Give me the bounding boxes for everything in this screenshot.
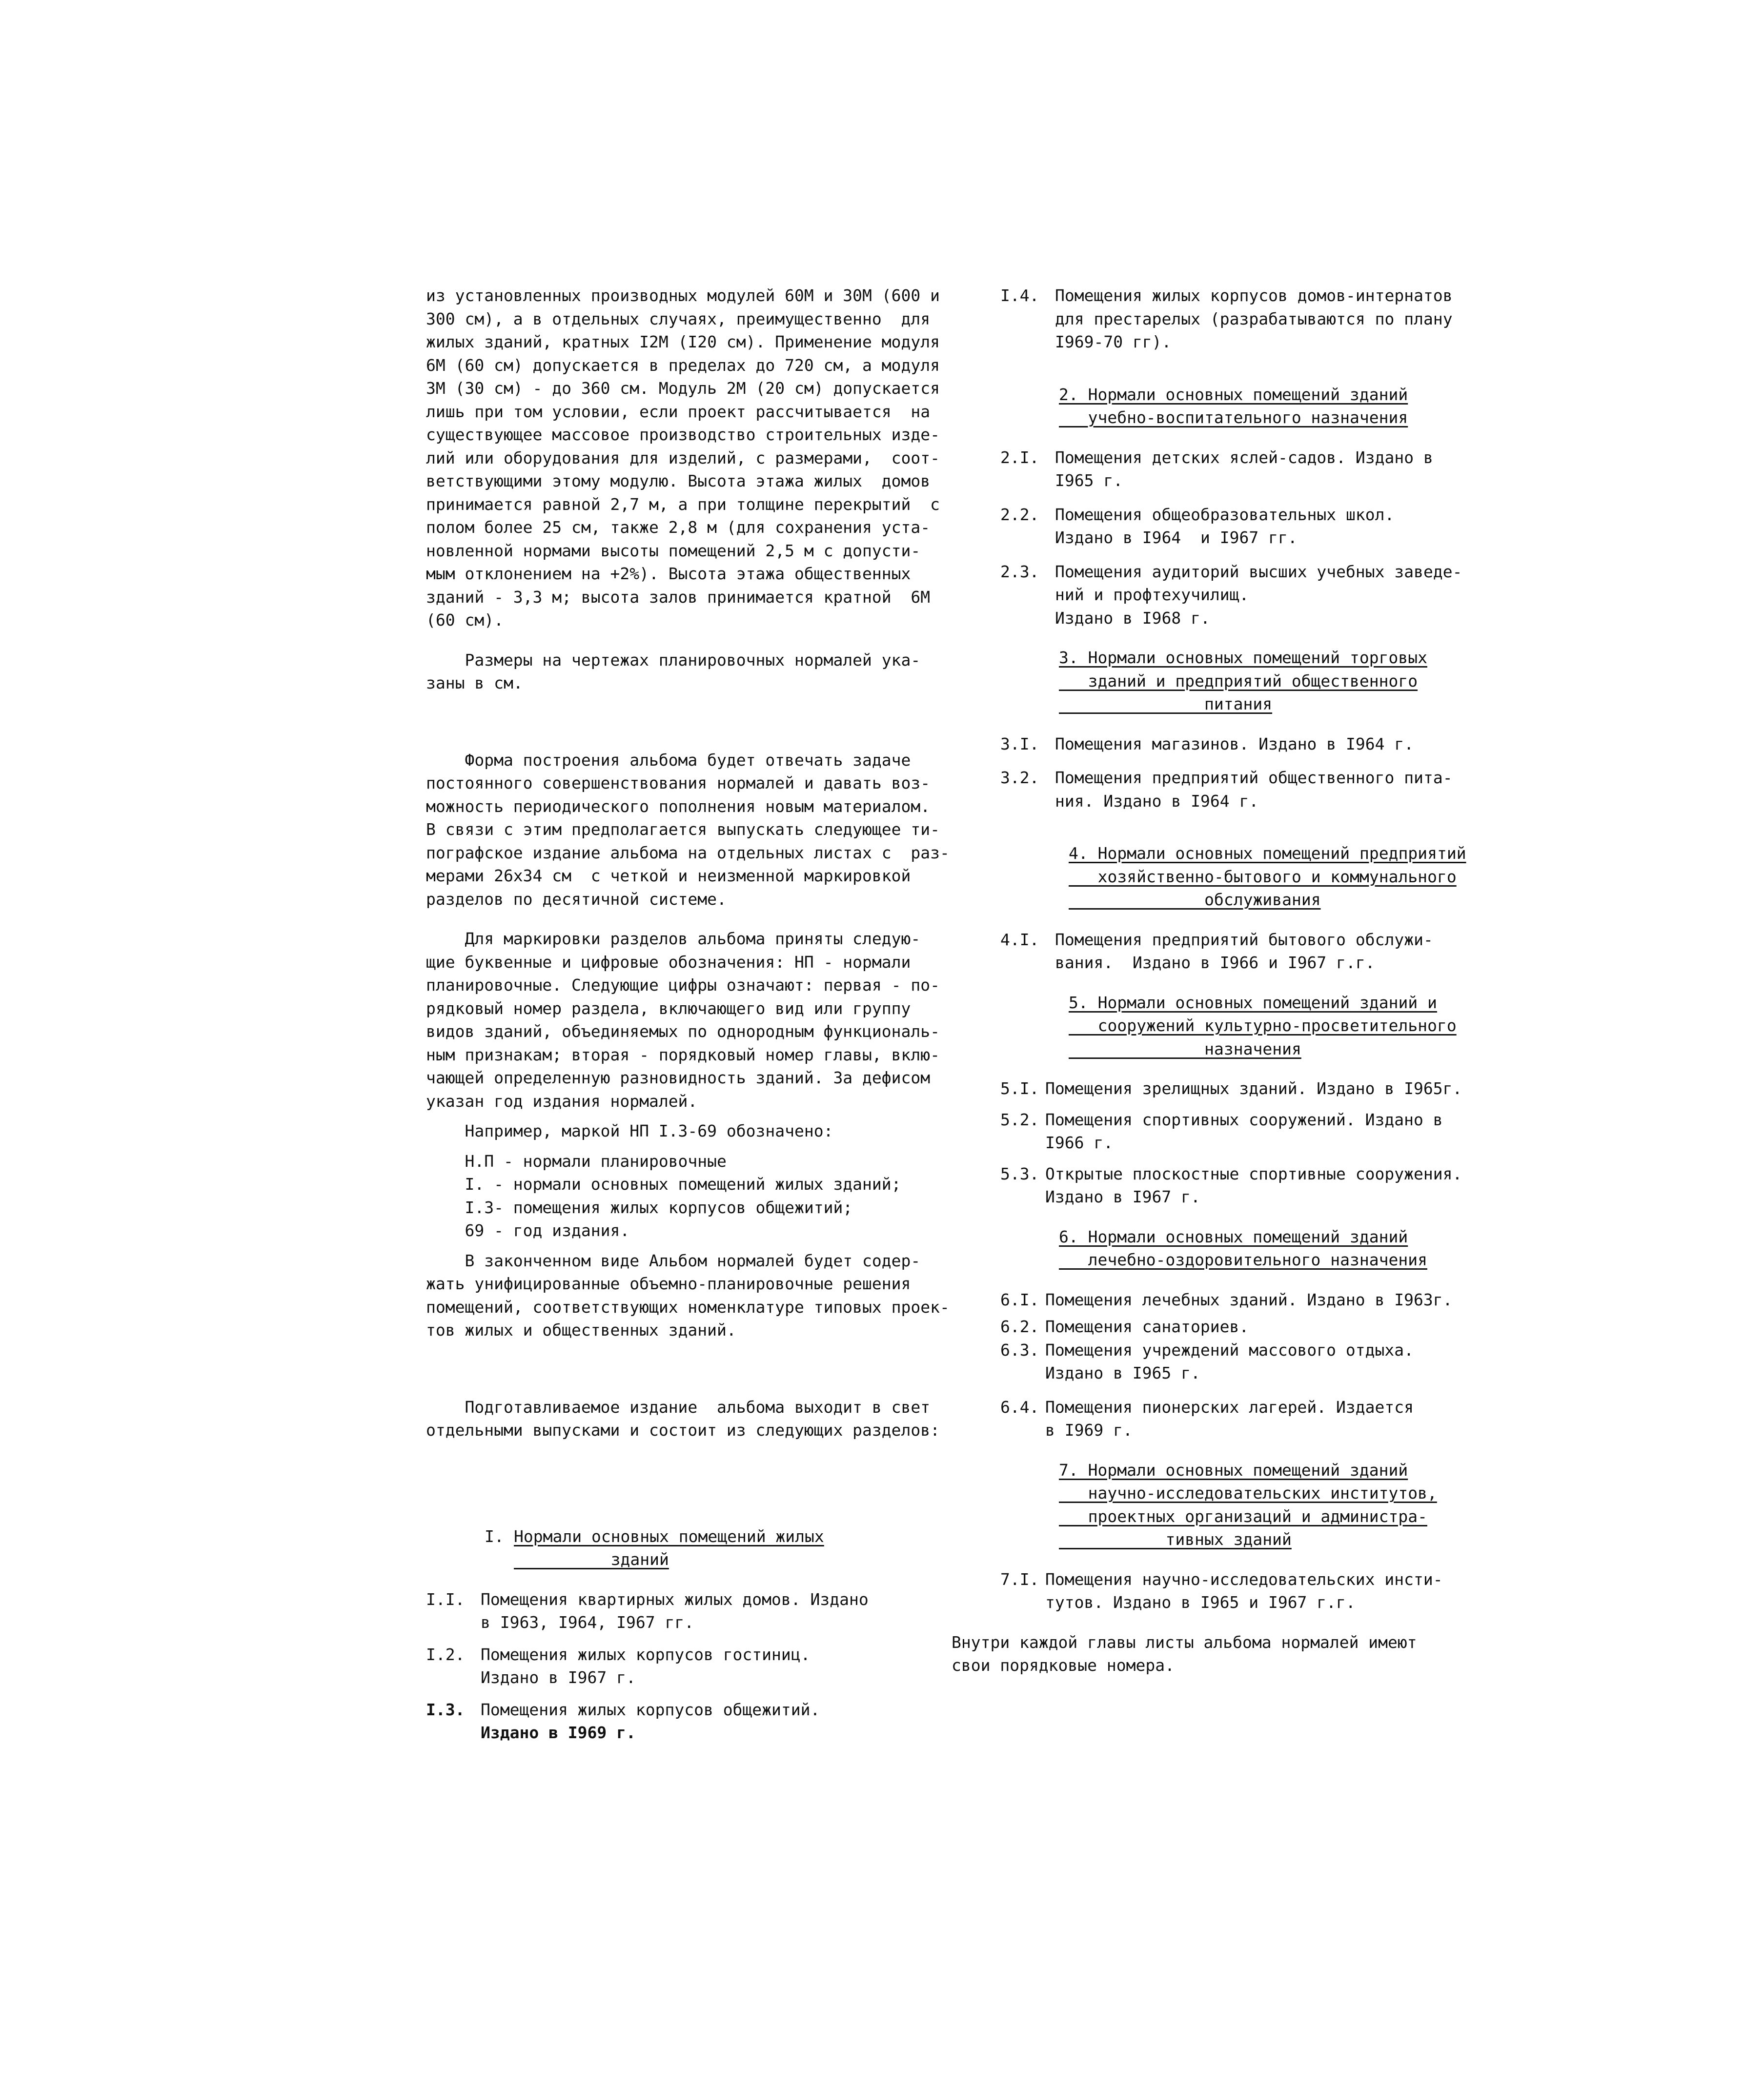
text-line: указан год издания нормалей. [426, 1091, 698, 1111]
closing-paragraph [952, 1631, 1547, 1677]
item-text: Издано в I967 г. [481, 1668, 636, 1687]
text-line: пографское издание альбома на отдельных листах с раз- [426, 843, 950, 862]
text-line: Подготавливаемое издание альбома выходит в свет [426, 1397, 931, 1417]
item-text: Помещения детских яслей-садов. Издано в [1055, 447, 1433, 467]
item-text: Помещения учреждений массового отдыха. [1045, 1340, 1414, 1360]
section-1-heading [426, 1525, 933, 1571]
section-title-line: назначения [1069, 1039, 1301, 1058]
text-line: планировочные. Следующие цифры означают: первая - по- [426, 975, 940, 995]
section-title-line: хозяйственно-бытового и коммунального [1069, 867, 1457, 886]
section-2-heading [1000, 383, 1547, 429]
item-number: 2.3. [1000, 562, 1039, 581]
section-title-line: 6. Нормали основных помещений зданий [1059, 1227, 1408, 1246]
text-line: ветствующими этому модулю. Высота этажа жилых домов [426, 471, 931, 490]
marking-paragraph [426, 927, 940, 1113]
list-item [426, 1698, 933, 1745]
example-intro: Например, маркой НП I.3-69 обозначено: [426, 1121, 833, 1140]
example-line: 69 - год издания. [426, 1221, 630, 1240]
item-text: Помещения предприятий бытового обслужи- [1055, 930, 1433, 949]
section-title-line: сооружений культурно-просветительного [1069, 1016, 1457, 1035]
item-number: 2.2. [1000, 505, 1039, 524]
text-line: разделов по десятичной системе. [426, 889, 727, 909]
text-line: свои порядковые номера. [952, 1656, 1175, 1675]
list-item [1000, 446, 1547, 492]
example-block [426, 1119, 933, 1242]
item-text: I966 г. [1045, 1133, 1114, 1152]
item-text: Помещения лечебных зданий. Издано в I963г. [1045, 1290, 1453, 1309]
text-line: лий или оборудования для изделий, с размерами, соот- [426, 448, 940, 467]
item-number: 3.I. [1000, 734, 1039, 753]
list-item [1000, 503, 1547, 549]
text-line: из установленных производных модулей 60М и 30М (600 и [426, 286, 940, 305]
item-number: 6.3. [1000, 1340, 1039, 1360]
text-line: отдельными выпусками и состоит из следующих разделов: [426, 1421, 940, 1440]
text-line: видов зданий, объединяемых по однородным функциональ- [426, 1022, 940, 1041]
item-number: I.4. [1000, 286, 1039, 305]
section-title-line: проектных организаций и администра- [1059, 1506, 1427, 1526]
text-line: тов жилых и общественных зданий. [426, 1320, 736, 1340]
sizes-paragraph [426, 649, 933, 695]
text-line: Размеры на чертежах планировочных нормалей ука- [426, 650, 921, 670]
section-title-line: обслуживания [1069, 890, 1321, 909]
item-text: Помещения аудиторий высших учебных заведе- [1055, 562, 1462, 581]
item-text: Помещения общеобразовательных школ. [1055, 505, 1395, 524]
list-item [1000, 1339, 1547, 1385]
section-title-line: научно-исследовательских институтов, [1059, 1483, 1437, 1503]
item-number: 6.4. [1000, 1397, 1039, 1417]
item-number: 4.I. [1000, 930, 1039, 949]
section-title-line: питания [1059, 694, 1273, 713]
item-text: Открытые плоскостные спортивные сооружения. [1045, 1164, 1462, 1183]
item-number: 6.2. [1000, 1317, 1039, 1336]
section-title-line: 4. Нормали основных помещений предприятий [1069, 844, 1466, 863]
text-line: чающей определенную разновидность зданий. За дефисом [426, 1068, 931, 1087]
text-line: В связи с этим предполагается выпускать следующее ти- [426, 820, 940, 839]
list-item [1000, 1162, 1547, 1209]
item-number: I.2. [426, 1645, 465, 1664]
item-number: I.3. [426, 1700, 465, 1719]
item-text: Издано в I969 г. [481, 1723, 636, 1742]
text-line: щие буквенные и цифровые обозначения: НП - нормали [426, 952, 911, 972]
finished-paragraph [426, 1249, 950, 1342]
item-text: Издано в I967 г. [1045, 1187, 1200, 1206]
text-line: жилых зданий, кратных I2М (I20 см). Применение модуля [426, 332, 940, 351]
section-title-line: Нормали основных помещений жилых [514, 1526, 824, 1546]
list-item [426, 1643, 933, 1689]
section-title-line: тивных зданий [1059, 1530, 1292, 1549]
text-line: Внутри каждой главы листы альбома нормалей имеют [952, 1632, 1417, 1652]
section-title-line: зданий [514, 1550, 669, 1569]
text-line: Для маркировки разделов альбома приняты следую- [426, 929, 921, 948]
section-3-heading [1000, 646, 1547, 716]
item-number: 3.2. [1000, 768, 1039, 787]
example-line: I.3- помещения жилых корпусов общежитий; [426, 1198, 853, 1217]
section-number: I. [485, 1526, 504, 1546]
item-number: I.I. [426, 1589, 465, 1609]
item-text: Издано в I965 г. [1045, 1363, 1200, 1382]
left-column [426, 284, 950, 1745]
item-number: 6.I. [1000, 1290, 1039, 1309]
item-text: Помещения спортивных сооружений. Издано в [1045, 1110, 1443, 1129]
list-item [1000, 1396, 1547, 1442]
item-text: в I963, I964, I967 гг. [481, 1613, 694, 1632]
section-title-line: зданий и предприятий общественного [1059, 671, 1418, 691]
item-text: Помещения жилых корпусов домов-интернатов [1055, 286, 1453, 305]
item-text: Помещения жилых корпусов общежитий. [481, 1700, 820, 1719]
item-text: I969-70 гг). [1055, 332, 1172, 351]
text-line: 300 см), а в отдельных случаях, преимущественно для [426, 309, 931, 328]
text-line: можность периодического пополнения новым материалом. [426, 796, 931, 816]
item-text: ния. Издано в I964 г. [1055, 791, 1259, 811]
item-text: Помещения жилых корпусов гостиниц. [481, 1645, 811, 1664]
item-text: вания. Издано в I966 и I967 г.г. [1055, 953, 1375, 972]
text-line: помещений, соответствующих номенклатуре типовых проек- [426, 1297, 950, 1317]
item-number: 2.I. [1000, 447, 1039, 467]
list-item [1000, 1568, 1547, 1614]
list-item [426, 1588, 933, 1634]
text-line: жать унифицированные объемно-планировочные решения [426, 1274, 911, 1293]
text-line: принимается равной 2,7 м, а при толщине перекрытий с [426, 494, 940, 514]
section-5-heading [1000, 991, 1547, 1061]
section-title-line: лечебно-оздоровительного назначения [1059, 1250, 1427, 1269]
list-item [1000, 560, 1547, 630]
text-line: заны в см. [426, 673, 523, 692]
text-line: В законченном виде Альбом нормалей будет содер- [426, 1251, 921, 1270]
item-text: Помещения санаториев. [1045, 1317, 1249, 1336]
item-text: Помещения зрелищных зданий. Издано в I965г. [1045, 1079, 1462, 1098]
text-line: ным признакам; вторая - порядковый номер главы, вклю- [426, 1045, 940, 1064]
section-title-line: учебно-воспитательного назначения [1059, 408, 1408, 427]
section-title-line: 5. Нормали основных помещений зданий и [1069, 993, 1437, 1012]
list-item [1000, 1288, 1547, 1312]
item-number: 5.I. [1000, 1079, 1039, 1098]
text-line: зданий - 3,3 м; высота залов принимается кратной 6М [426, 587, 931, 607]
example-line: I. - нормали основных помещений жилых зданий; [426, 1175, 901, 1194]
list-item [1000, 1315, 1547, 1339]
list-item [1000, 928, 1547, 975]
item-text: Помещения пионерских лагерей. Издается [1045, 1397, 1414, 1417]
text-line: мым отклонением на +2%). Высота этажа общественных [426, 564, 911, 583]
item-text: для престарелых (разрабатываются по плану [1055, 309, 1453, 328]
text-line: полом более 25 см, также 2,8 м (для сохранения уста- [426, 518, 931, 537]
list-item [1000, 1077, 1547, 1100]
list-item [1000, 732, 1547, 756]
item-text: тутов. Издано в I965 и I967 г.г. [1045, 1593, 1356, 1612]
section-title-line: 3. Нормали основных помещений торговых [1059, 648, 1427, 667]
item-number: 5.3. [1000, 1164, 1039, 1183]
item-text: Помещения предприятий общественного пита- [1055, 768, 1453, 787]
prepared-paragraph [426, 1396, 940, 1442]
section-6-heading [1000, 1225, 1547, 1272]
item-text: в I969 г. [1045, 1421, 1133, 1440]
text-line: существующее массовое производство строительных изде- [426, 425, 940, 444]
text-line: Форма построения альбома будет отвечать задаче [426, 750, 911, 770]
list-item [1000, 284, 1547, 354]
list-item [1000, 766, 1547, 812]
right-column [952, 284, 1547, 1677]
section-title-line: 2. Нормали основных помещений зданий [1059, 385, 1408, 404]
section-7-heading [1000, 1459, 1547, 1551]
text-line: мерами 26х34 см с четкой и неизменной маркировкой [426, 866, 911, 885]
item-text: Помещения квартирных жилых домов. Издано [481, 1589, 869, 1609]
text-line: 6М (60 см) допускается в пределах до 720 см, а модуля [426, 355, 940, 375]
text-line: лишь при том условии, если проект рассчитывается на [426, 402, 931, 421]
item-text: Помещения научно-исследовательских инсти- [1045, 1569, 1443, 1589]
text-line: (60 см). [426, 610, 504, 630]
item-number: 7.I. [1000, 1569, 1039, 1589]
item-text: Помещения магазинов. Издано в I964 г. [1055, 734, 1414, 753]
item-text: Издано в I964 и I967 гг. [1055, 528, 1298, 547]
list-item [1000, 1108, 1547, 1155]
section-4-heading [1000, 842, 1547, 912]
item-number: 5.2. [1000, 1110, 1039, 1129]
text-line: постоянного совершенствования нормалей и давать воз- [426, 773, 931, 792]
example-line: Н.П - нормали планировочные [426, 1151, 727, 1171]
intro-paragraph [426, 284, 940, 632]
form-paragraph [426, 749, 950, 911]
item-text: ний и профтехучилищ. [1055, 585, 1249, 604]
item-text: Издано в I968 г. [1055, 608, 1210, 628]
text-line: 3М (30 см) - до 360 см. Модуль 2М (20 см) допускается [426, 379, 940, 398]
text-line: новленной нормами высоты помещений 2,5 м с допусти- [426, 541, 921, 560]
text-line: рядковый номер раздела, включающего вид или группу [426, 998, 911, 1018]
section-title-line: 7. Нормали основных помещений зданий [1059, 1460, 1408, 1480]
item-text: I965 г. [1055, 471, 1123, 490]
